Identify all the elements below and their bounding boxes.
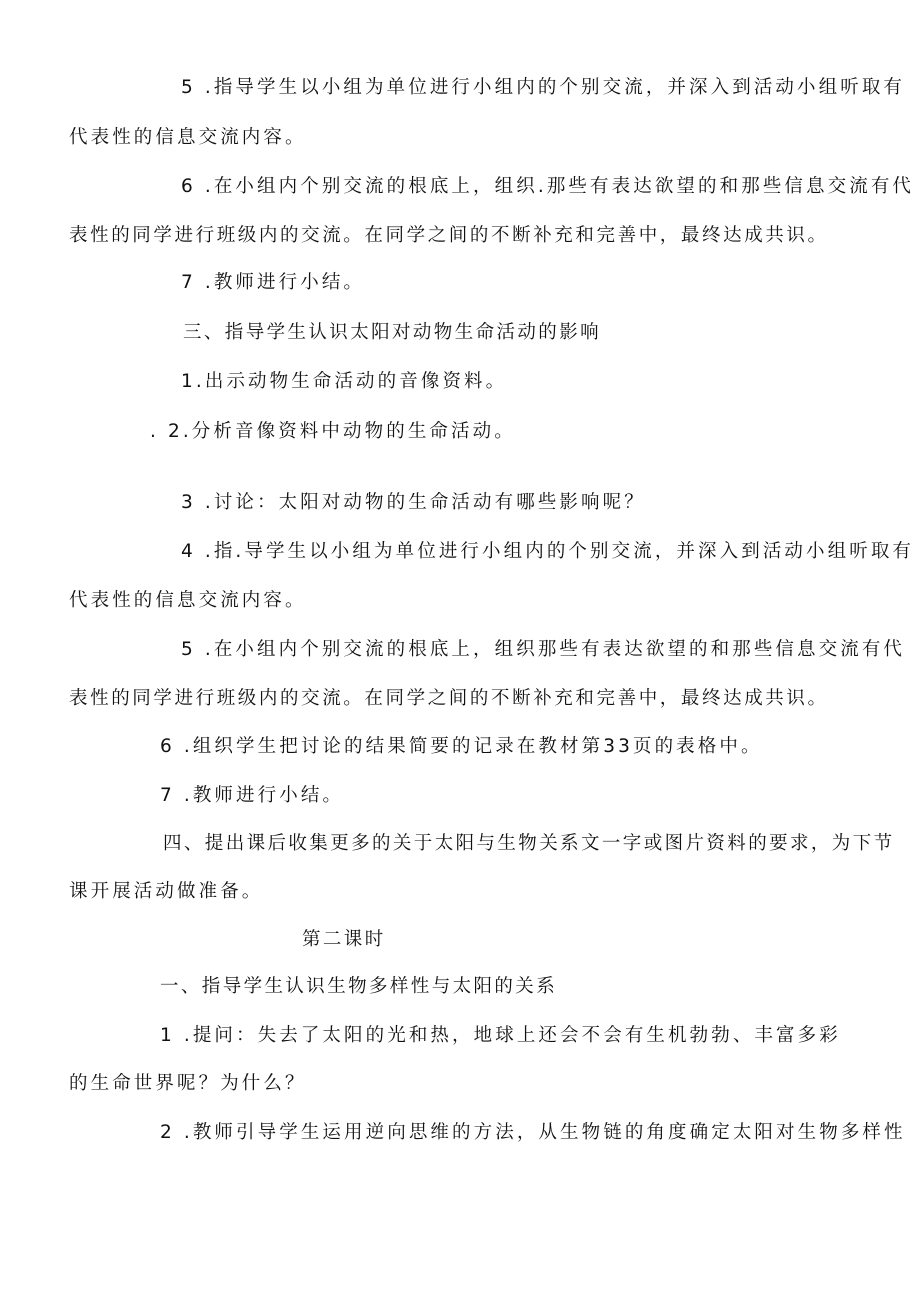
text-line: 代表性的信息交流内容。 <box>69 590 307 611</box>
section-heading: 三、指导学生认识太阳对动物生命活动的影响 <box>183 322 602 343</box>
lesson-title: 第二课时 <box>302 929 386 950</box>
text-line: 的生命世界呢？为什么？ <box>69 1073 307 1094</box>
text-line: 6 .组织学生把讨论的结果简要的记录在教材第33页的表格中。 <box>160 736 763 757</box>
text-line: 3 .讨论：太阳对动物的生命活动有哪些影响呢？ <box>181 492 646 513</box>
text-line: 代表性的信息交流内容。 <box>69 127 307 148</box>
section-heading: 一、指导学生认识生物多样性与太阳的关系 <box>160 976 558 997</box>
text-line: . 2.分析音像资料中动物的生命活动。 <box>150 421 516 442</box>
text-line: 2 .教师引导学生运用逆向思维的方法，从生物链的角度确定太阳对生物多样性 <box>160 1122 906 1143</box>
text-line: 5 .在小组内个别交流的根底上，组织那些有表达欲望的和那些信息交流有代 <box>181 639 906 660</box>
text-line: 表性的同学进行班级内的交流。在同学之间的不断补充和完善中，最终达成共识。 <box>69 688 829 709</box>
text-line: 1.出示动物生命活动的音像资料。 <box>181 371 508 392</box>
text-line: 6 .在小组内个别交流的根底上，组织.那些有表达欲望的和那些信息交流有代 <box>181 176 915 197</box>
text-line: 4 .指.导学生以小组为单位进行小组内的个别交流，并深入到活动小组听取有 <box>181 541 915 562</box>
section-heading: 四、提出课后收集更多的关于太阳与生物关系文一字或图片资料的要求，为下节 <box>163 833 895 854</box>
text-line: 5 .指导学生以小组为单位进行小组内的个别交流，并深入到活动小组听取有 <box>181 77 906 98</box>
text-line: 课开展活动做准备。 <box>69 881 264 902</box>
text-line: 表性的同学进行班级内的交流。在同学之间的不断补充和完善中，最终达成共识。 <box>69 225 829 246</box>
text-line: 7 .教师进行小结。 <box>160 785 345 806</box>
text-line: 1 .提问：失去了太阳的光和热，地球上还会不会有生机勃勃、丰富多彩 <box>160 1025 841 1046</box>
text-line: 7 .教师进行小结。 <box>181 272 366 293</box>
